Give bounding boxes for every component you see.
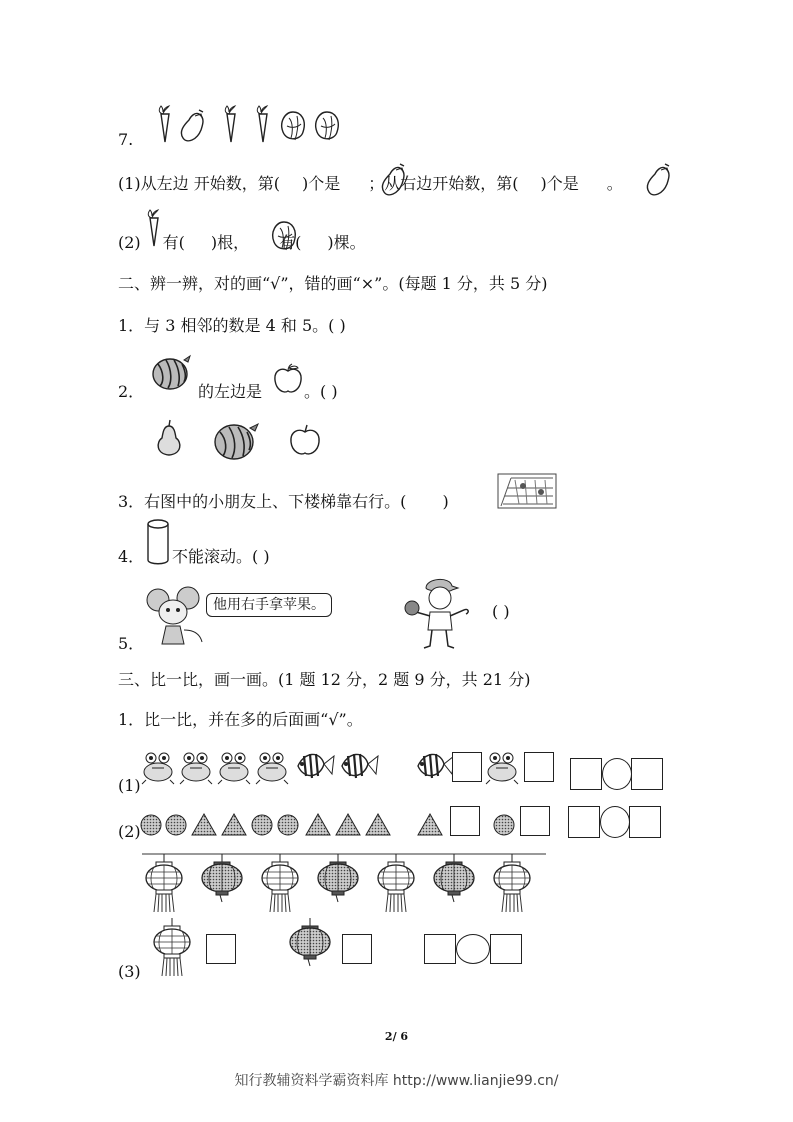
q7-part1-prefix: (1)从左边 开始数，第( [118,174,280,193]
light-lantern-icon [150,918,196,982]
light-lantern-icon [494,854,530,912]
section2-heading: 二、辨一辨，对的画“√”，错的画“×”。(每题 1 分，共 5 分) [118,274,548,293]
light-lantern-icon [262,854,298,912]
fish-icon [298,754,334,778]
q7-part1 [118,172,623,196]
carrot-icon [144,208,164,250]
compare-circle[interactable] [600,806,630,838]
section3-sub2: (2) [118,822,141,841]
q7-part1-mid1: )个是 [302,174,341,193]
compare-box-right[interactable] [631,758,663,790]
section3-heading: 三、比一比，画一画。(1 题 12 分，2 题 9 分，共 21 分) [118,670,531,689]
cabbage-icon [282,112,305,140]
compare-box-left[interactable] [570,758,602,790]
section2-q3-text: 3．右图中的小朋友上、下楼梯靠右行。( [118,492,407,511]
carrot-icon [257,106,267,142]
section3-sub3: (3) [118,962,141,981]
watermelon-icon [150,352,194,392]
section2-q2-end: 。( ) [304,382,338,401]
compare-box-right[interactable] [629,806,661,838]
compare-box-right[interactable] [490,934,522,964]
dotted-triangle-icon [366,814,390,835]
answer-box-light-lantern[interactable] [206,934,236,964]
apple-icon [272,362,304,396]
q7-part2-mid3: 有( [279,233,302,252]
section2-q4-number: 4． [118,547,145,566]
dotted-triangle-icon [306,814,330,835]
dotted-circle-icon [166,815,186,835]
staircase-icon [497,468,559,510]
frog-icon [180,753,212,784]
eggplant-icon [181,110,203,141]
answer-box-fish[interactable] [452,752,482,782]
q7-part2-mid1: 有( [162,233,185,252]
q7-number: 7. [118,130,134,149]
lantern-row [136,850,548,914]
light-lantern-icon [378,854,414,912]
q7-part1-mid2: ；从右边开始数，第( [368,174,519,193]
section2-q1: 1．与 3 相邻的数是 4 和 5。( ) [118,316,346,335]
answer-box-frog[interactable] [524,752,554,782]
dark-lantern-icon [434,854,474,902]
fish-icon [342,754,378,778]
section2-q4-text: 不能滚动。( ) [172,547,270,566]
answer-box-dark-lantern[interactable] [342,934,372,964]
pear-icon [152,418,186,458]
dotted-circle-icon [252,815,272,835]
dark-lantern-icon [318,854,358,902]
boy-with-racket-icon [404,574,472,650]
dotted-triangle-icon [192,814,216,835]
apple-icon [288,422,322,458]
fish-icon [414,746,456,788]
frog-icon [486,746,522,788]
section2-q3 [118,490,449,514]
frog-fish-row [142,746,384,788]
dark-lantern-icon [202,854,242,902]
q7-part2-end: )棵。 [327,233,366,252]
eggplant-icon [643,162,673,194]
section2-q5-number: 5． [118,634,145,653]
q7-part2-prefix: (2) [118,233,141,252]
section2-q2-mid: 的左边是 [198,382,263,401]
light-lantern-icon [146,854,182,912]
cabbage-icon [270,218,300,254]
dark-lantern-icon [288,918,336,978]
watermelon-icon [212,418,262,462]
carrot-icon [159,106,169,142]
footer-text: 知行教辅资料学霸资料库 http://www.lianjie99.cn/ [234,1073,559,1089]
section3-sub1: (1) [118,776,141,795]
section2-q2-number: 2． [118,382,145,401]
shape-row [140,812,398,838]
q7-part1-mid3: )个是 [540,174,579,193]
frog-icon [218,753,250,784]
speech-bubble [206,593,332,617]
dotted-triangle-icon [336,814,360,835]
answer-box-circle[interactable] [520,806,550,836]
compare-box-left[interactable] [568,806,600,838]
frog-icon [142,753,174,784]
q7-part1-end: 。 [606,174,623,193]
cylinder-icon [146,518,172,566]
section2-q5-paren: ( ) [492,602,510,621]
q7-part2-mid2: )根， [210,233,250,252]
frog-icon [256,753,288,784]
dotted-circle-icon [141,815,161,835]
answer-box-triangle[interactable] [450,806,480,836]
dotted-triangle-icon [416,812,444,838]
compare-circle[interactable] [456,934,490,964]
dotted-circle-icon [278,815,298,835]
compare-circle[interactable] [602,758,632,790]
vegetable-row [155,104,345,146]
mouse-icon [144,586,206,648]
dotted-circle-icon [492,812,516,838]
section2-q3-end: ) [442,492,449,511]
page-number: 2/ 6 [384,1030,409,1043]
eggplant-icon [378,162,408,194]
dotted-triangle-icon [222,814,246,835]
speech-bubble-text: 他用右手拿苹果。 [213,597,325,613]
compare-box-left[interactable] [424,934,456,964]
section3-q1: 1．比一比，并在多的后面画“√”。 [118,710,363,729]
cabbage-icon [316,112,339,140]
carrot-icon [225,106,235,142]
